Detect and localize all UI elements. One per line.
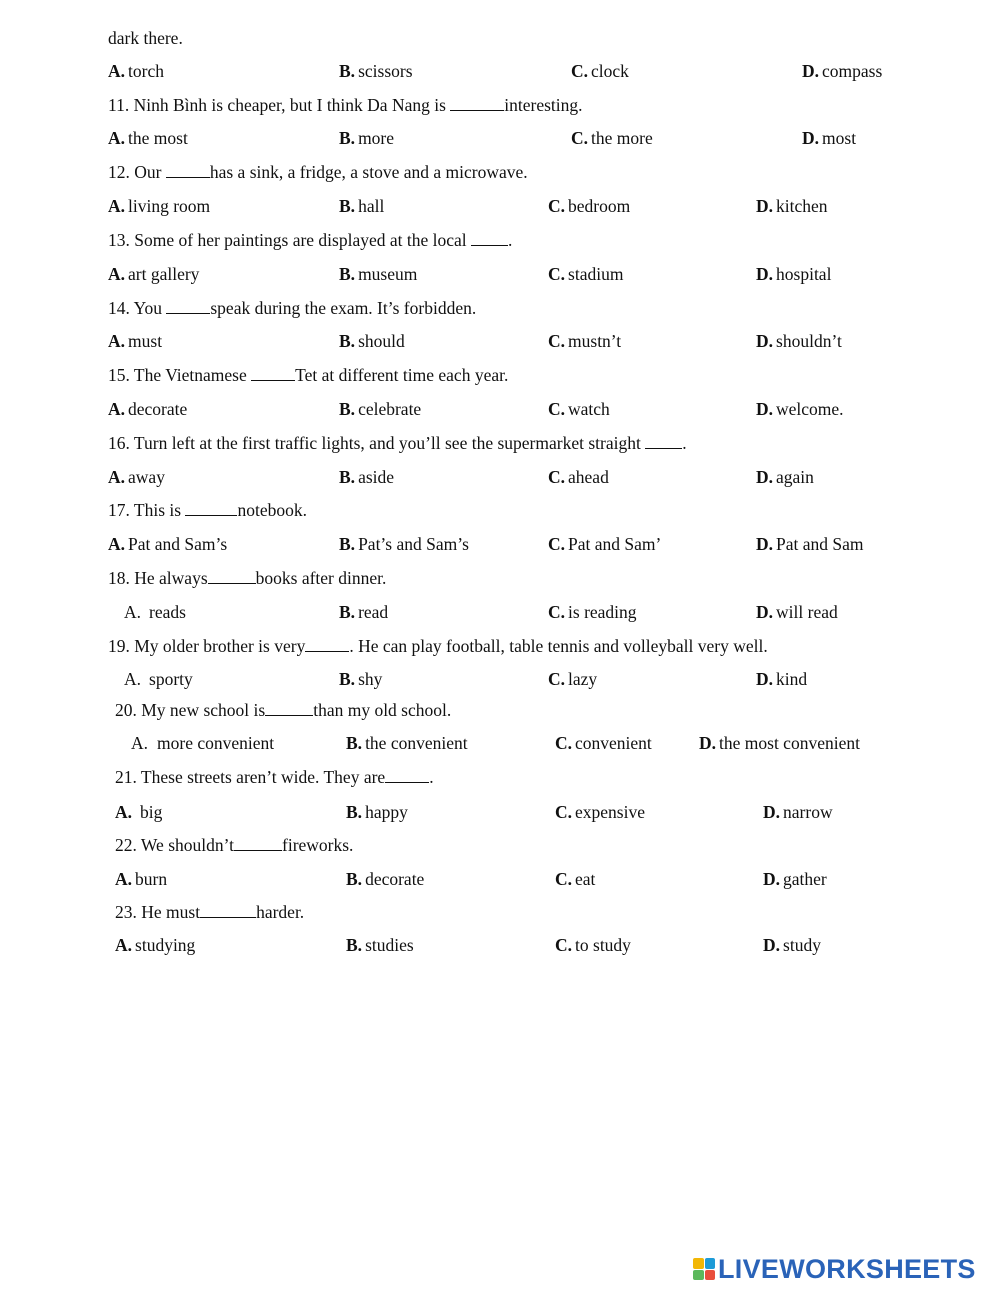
q10-option-a[interactable]: [108, 60, 164, 82]
q12-option-c[interactable]: [548, 195, 630, 217]
option-text: shouldn’t: [776, 331, 842, 351]
option-text: should: [358, 331, 405, 351]
option-text: decorate: [128, 399, 188, 419]
option-letter: D.: [756, 399, 774, 419]
option-text: the convenient: [365, 733, 468, 753]
answer-blank[interactable]: [200, 903, 256, 918]
option-letter: C.: [548, 399, 566, 419]
option-letter: B.: [339, 196, 356, 216]
answer-blank[interactable]: [208, 569, 256, 584]
option-text: to study: [575, 935, 631, 955]
option-text: Pat and Sam: [776, 534, 864, 554]
q20-option-c[interactable]: [555, 732, 652, 754]
option-text: kind: [776, 669, 808, 689]
option-text: hospital: [776, 264, 832, 284]
option-text: most: [822, 128, 857, 148]
logo-square-red: [705, 1270, 716, 1281]
option-text: ahead: [568, 467, 609, 487]
option-text: studying: [135, 935, 196, 955]
logo-square-blue: [705, 1258, 716, 1269]
question-text: 21. These streets aren’t wide. They are: [115, 767, 386, 787]
q19-option-d[interactable]: [756, 668, 807, 690]
option-text: compass: [822, 61, 883, 81]
question-text: 12. Our: [108, 162, 166, 182]
option-text: reads: [149, 602, 186, 622]
q18-option-c[interactable]: [548, 601, 637, 623]
q14-option-d[interactable]: [756, 330, 842, 352]
q21-option-d[interactable]: [763, 801, 833, 823]
q17-option-d[interactable]: [756, 533, 864, 555]
option-letter: A.: [108, 467, 126, 487]
option-letter: B.: [339, 669, 356, 689]
q15-option-c[interactable]: [548, 398, 610, 420]
q17-option-b[interactable]: [339, 533, 469, 555]
option-text: kitchen: [776, 196, 828, 216]
option-letter: B.: [339, 534, 356, 554]
question-text: speak during the exam. It’s forbidden.: [210, 298, 477, 318]
option-letter: D.: [802, 128, 820, 148]
logo-mark-icon: [693, 1258, 715, 1280]
question-15: [108, 364, 508, 386]
option-text: more: [358, 128, 395, 148]
option-letter: D.: [756, 467, 774, 487]
question-text: 19. My older brother is very: [108, 636, 306, 656]
option-text: eat: [575, 869, 596, 889]
option-text: more convenient: [157, 733, 275, 753]
option-letter: A.: [108, 128, 126, 148]
q16-option-d[interactable]: [756, 466, 814, 488]
question-11: [108, 94, 583, 116]
question-text: . He must: [132, 902, 201, 922]
question-22: [115, 834, 353, 856]
answer-blank[interactable]: [305, 637, 349, 652]
q18-option-b[interactable]: [339, 601, 388, 623]
question-13: [108, 229, 512, 251]
option-letter: C.: [555, 802, 573, 822]
question-text: 14. You: [108, 298, 167, 318]
option-text: Pat and Sam’s: [128, 534, 228, 554]
q21-option-b[interactable]: [346, 801, 408, 823]
answer-blank[interactable]: [185, 501, 237, 516]
q22-option-d[interactable]: [763, 868, 827, 890]
option-text: will read: [776, 602, 838, 622]
q15-option-b[interactable]: [339, 398, 421, 420]
option-text: must: [128, 331, 163, 351]
q19-option-a[interactable]: [124, 668, 193, 690]
option-letter: C.: [548, 264, 566, 284]
option-text: away: [128, 467, 165, 487]
q23-option-c[interactable]: [555, 934, 631, 956]
option-text: study: [783, 935, 821, 955]
answer-blank[interactable]: [471, 231, 508, 246]
question-text: 15. The Vietnamese: [108, 365, 252, 385]
question-text: 20. My new school is: [115, 700, 266, 720]
option-letter: D.: [756, 331, 774, 351]
q19-option-c[interactable]: [548, 668, 597, 690]
option-letter: A.: [108, 264, 126, 284]
q16-option-b[interactable]: [339, 466, 394, 488]
q14-option-c[interactable]: [548, 330, 621, 352]
option-text: the more: [591, 128, 653, 148]
answer-blank[interactable]: [645, 434, 682, 449]
answer-blank[interactable]: [265, 701, 313, 716]
option-letter: A.: [124, 669, 142, 689]
option-letter: A.: [115, 802, 133, 822]
q15-option-a[interactable]: [108, 398, 187, 420]
question-text: harder.: [256, 902, 305, 922]
option-text: stadium: [568, 264, 624, 284]
option-letter: A.: [124, 602, 142, 622]
option-letter: D.: [756, 264, 774, 284]
question-21: [115, 766, 434, 788]
option-text: museum: [358, 264, 418, 284]
option-letter: C.: [571, 128, 589, 148]
q22-option-c[interactable]: [555, 868, 595, 890]
q19-option-b[interactable]: [339, 668, 382, 690]
question-text: 23: [115, 902, 133, 922]
q11-option-b[interactable]: [339, 127, 394, 149]
q11-option-d[interactable]: [802, 127, 856, 149]
q20-option-b[interactable]: [346, 732, 468, 754]
liveworksheets-logo[interactable]: [693, 1252, 976, 1286]
question-text: 18. He always: [108, 568, 208, 588]
q22-option-b[interactable]: [346, 868, 424, 890]
answer-blank[interactable]: [450, 96, 504, 111]
q21-option-a[interactable]: [115, 801, 162, 823]
question-text: . He can play football, table tennis and volleyball very well.: [349, 636, 768, 656]
option-text: happy: [365, 802, 408, 822]
question-10-tail: dark there.: [108, 28, 183, 48]
option-letter: B.: [339, 128, 356, 148]
question-20: [115, 699, 451, 721]
question-text: fireworks.: [282, 835, 354, 855]
option-text: clock: [591, 61, 629, 81]
option-letter: A.: [108, 61, 126, 81]
q10-option-c[interactable]: [571, 60, 629, 82]
option-text: celebrate: [358, 399, 422, 419]
option-text: sporty: [149, 669, 193, 689]
question-19: [108, 635, 768, 657]
q17-option-a[interactable]: [108, 533, 227, 555]
option-text: burn: [135, 869, 168, 889]
option-text: gather: [783, 869, 827, 889]
q23-option-a[interactable]: [115, 934, 195, 956]
question-12: [108, 161, 528, 183]
option-text: watch: [568, 399, 610, 419]
option-text: mustn’t: [568, 331, 622, 351]
q16-option-c[interactable]: [548, 466, 609, 488]
option-text: bedroom: [568, 196, 631, 216]
option-letter: A.: [115, 869, 133, 889]
option-letter: D.: [756, 669, 774, 689]
question-text: than my old school.: [313, 700, 452, 720]
option-text: shy: [358, 669, 383, 689]
option-letter: A.: [108, 196, 126, 216]
option-letter: D.: [756, 602, 774, 622]
q10-option-d[interactable]: [802, 60, 882, 82]
option-text: read: [358, 602, 389, 622]
option-letter: C.: [555, 733, 573, 753]
question-text: 17. This is: [108, 500, 186, 520]
option-letter: A.: [108, 534, 126, 554]
logo-square-yellow: [693, 1258, 704, 1269]
option-letter: B.: [346, 733, 363, 753]
question-16: [108, 432, 687, 454]
q18-option-a[interactable]: [124, 601, 186, 623]
question-text: has a sink, a fridge, a stove and a microwave.: [209, 162, 528, 182]
option-letter: A.: [115, 935, 133, 955]
option-letter: C.: [548, 331, 566, 351]
option-text: is reading: [568, 602, 637, 622]
option-letter: D.: [763, 869, 781, 889]
option-letter: B.: [346, 802, 363, 822]
question-text: Tet at different time each year.: [295, 365, 509, 385]
option-text: again: [776, 467, 814, 487]
question-text: 16. Turn left at the first traffic lights, and you’ll see the supermarket straight: [108, 433, 646, 453]
option-text: Pat’s and Sam’s: [358, 534, 469, 554]
q23-option-d[interactable]: [763, 934, 821, 956]
question-23: [115, 901, 304, 923]
option-letter: B.: [339, 602, 356, 622]
option-letter: C.: [548, 467, 566, 487]
question-text: notebook.: [237, 500, 307, 520]
q16-option-a[interactable]: [108, 466, 165, 488]
q12-option-b[interactable]: [339, 195, 384, 217]
q13-option-a[interactable]: [108, 263, 199, 285]
answer-blank[interactable]: [166, 299, 210, 314]
q12-option-d[interactable]: [756, 195, 828, 217]
question-text: 11. Ninh Bình is cheaper, but I think Da Nang is: [108, 95, 451, 115]
option-text: scissors: [358, 61, 413, 81]
option-letter: D.: [699, 733, 717, 753]
q11-option-a[interactable]: [108, 127, 188, 149]
question-text: books after dinner.: [255, 568, 387, 588]
option-letter: C.: [548, 602, 566, 622]
option-letter: C.: [548, 196, 566, 216]
answer-blank[interactable]: [385, 768, 429, 783]
option-letter: A.: [131, 733, 149, 753]
q23-option-b[interactable]: [346, 934, 414, 956]
option-letter: B.: [339, 264, 356, 284]
option-text: living room: [128, 196, 211, 216]
option-text: torch: [128, 61, 164, 81]
q12-option-a[interactable]: [108, 195, 210, 217]
q20-option-d[interactable]: [699, 732, 860, 754]
option-letter: B.: [339, 331, 356, 351]
q11-option-c[interactable]: [571, 127, 653, 149]
option-letter: D.: [756, 196, 774, 216]
option-text: convenient: [575, 733, 652, 753]
q13-option-b[interactable]: [339, 263, 417, 285]
option-letter: B.: [339, 467, 356, 487]
option-letter: B.: [339, 399, 356, 419]
logo-text: LIVEWORKSHEETS: [718, 1253, 976, 1284]
q17-option-c[interactable]: [548, 533, 661, 555]
question-14: [108, 297, 476, 319]
question-text: interesting.: [504, 95, 583, 115]
q18-option-d[interactable]: [756, 601, 838, 623]
option-letter: C.: [555, 935, 573, 955]
logo-square-green: [693, 1270, 704, 1281]
option-text: narrow: [783, 802, 833, 822]
option-letter: C.: [548, 534, 566, 554]
question-text: .: [429, 767, 434, 787]
q13-option-c[interactable]: [548, 263, 623, 285]
option-letter: D.: [763, 935, 781, 955]
answer-blank[interactable]: [251, 366, 295, 381]
q14-option-a[interactable]: [108, 330, 162, 352]
option-text: welcome.: [776, 399, 844, 419]
q10-option-b[interactable]: [339, 60, 413, 82]
option-text: aside: [358, 467, 395, 487]
option-text: hall: [358, 196, 385, 216]
option-text: studies: [365, 935, 414, 955]
question-text: 13. Some of her paintings are displayed at the local: [108, 230, 472, 250]
option-letter: C.: [548, 669, 566, 689]
option-text: the most: [128, 128, 188, 148]
option-text: Pat and Sam’: [568, 534, 662, 554]
q21-option-c[interactable]: [555, 801, 645, 823]
answer-blank[interactable]: [166, 163, 210, 178]
option-text: lazy: [568, 669, 598, 689]
option-letter: C.: [571, 61, 589, 81]
option-letter: B.: [346, 935, 363, 955]
question-text: .: [682, 433, 687, 453]
option-text: decorate: [365, 869, 425, 889]
question-17: [108, 499, 307, 521]
option-letter: B.: [339, 61, 356, 81]
answer-blank[interactable]: [234, 836, 282, 851]
q13-option-d[interactable]: [756, 263, 831, 285]
question-text: 22. We shouldn’t: [115, 835, 234, 855]
option-letter: D.: [763, 802, 781, 822]
q20-option-a[interactable]: [131, 732, 274, 754]
question-18: [108, 567, 386, 589]
option-letter: A.: [108, 331, 126, 351]
q14-option-b[interactable]: [339, 330, 405, 352]
option-letter: D.: [756, 534, 774, 554]
option-letter: A.: [108, 399, 126, 419]
option-text: expensive: [575, 802, 645, 822]
option-letter: C.: [555, 869, 573, 889]
option-text: big: [140, 802, 163, 822]
option-text: art gallery: [128, 264, 200, 284]
option-letter: B.: [346, 869, 363, 889]
option-text: the most convenient: [719, 733, 860, 753]
q22-option-a[interactable]: [115, 868, 167, 890]
question-text: .: [508, 230, 513, 250]
option-letter: D.: [802, 61, 820, 81]
q15-option-d[interactable]: [756, 398, 844, 420]
